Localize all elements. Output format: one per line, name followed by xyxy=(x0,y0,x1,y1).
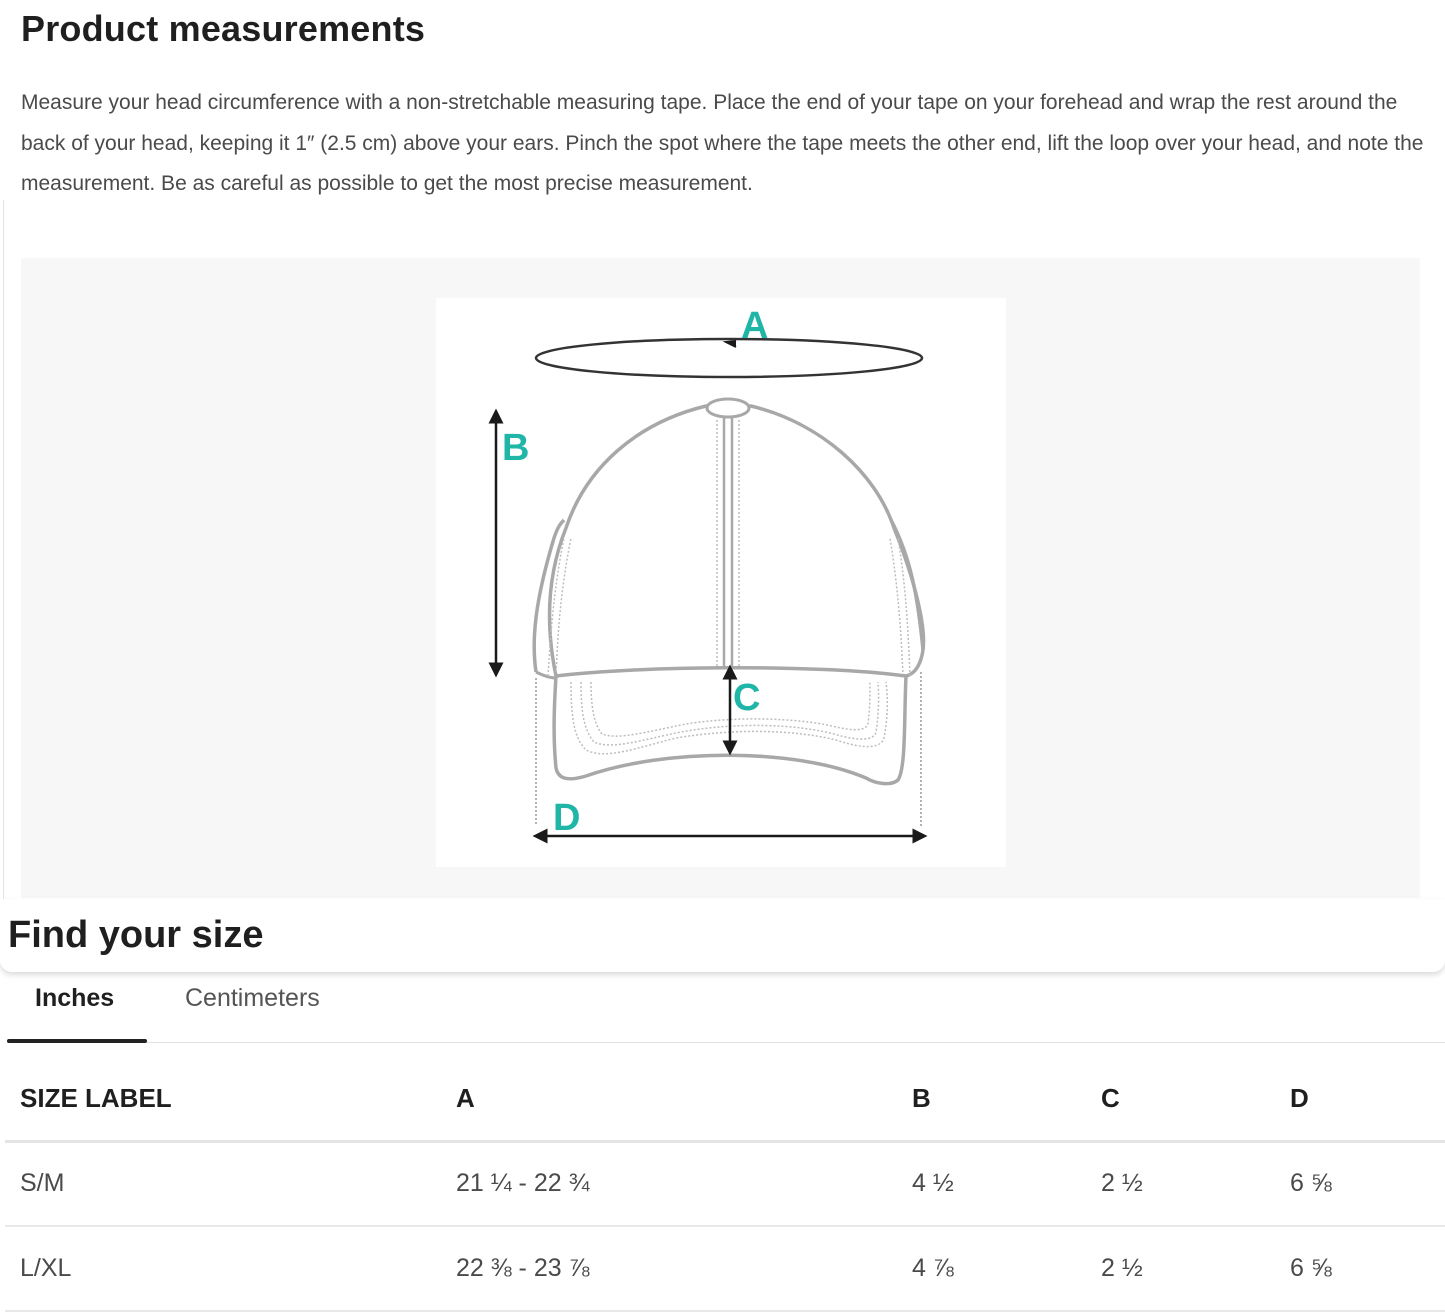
cell-a: 21 ¼ - 22 ¾ xyxy=(456,1169,590,1198)
cell-d: 6 ⅝ xyxy=(1290,1254,1332,1282)
cell-size-label: L/XL xyxy=(20,1254,72,1282)
column-header-b: B xyxy=(912,1082,931,1113)
table-row xyxy=(5,1226,1445,1311)
measure-a-circumference xyxy=(536,305,922,377)
cell-b: 4 ⅞ xyxy=(912,1254,954,1282)
diagram-panel xyxy=(21,258,1420,898)
measure-b-height xyxy=(496,416,529,670)
active-tab-indicator xyxy=(7,1039,147,1043)
cap-measurement-diagram xyxy=(436,298,1006,867)
table-header-row xyxy=(5,1057,1445,1141)
unit-tabs xyxy=(7,972,1445,1043)
find-size-heading: Find your size xyxy=(8,914,264,956)
cap-illustration xyxy=(436,298,1006,867)
label-c: C xyxy=(733,677,761,719)
cell-b: 4 ½ xyxy=(912,1169,954,1198)
section-title: Product measurements xyxy=(21,8,426,49)
tab-centimeters[interactable]: Centimeters xyxy=(185,984,320,1012)
measurement-instructions: Measure your head circumference with a non-stretchable measuring tape. Place the end of your tape on your forehead and wrap the rest around the back of your head, keeping it 1″ (2.5 cm) above your ears. Pinch the spot where the tape meets the other end, lift the loop over your head, and note the measurement. Be as careful as possible to get the most precise measurement. xyxy=(21,91,1424,195)
cell-c: 2 ½ xyxy=(1101,1169,1143,1198)
label-d: D xyxy=(553,797,581,839)
column-header-c: C xyxy=(1101,1082,1120,1113)
find-your-size-header xyxy=(0,899,1445,972)
column-header-a: A xyxy=(456,1082,475,1113)
tab-inches[interactable]: Inches xyxy=(35,984,115,1012)
cell-d: 6 ⅝ xyxy=(1290,1169,1332,1198)
divider xyxy=(3,200,4,900)
label-b: B xyxy=(502,427,530,469)
size-table xyxy=(5,1057,1445,1312)
column-header-d: D xyxy=(1290,1082,1309,1113)
column-header-size-label: SIZE LABEL xyxy=(20,1082,172,1113)
cell-size-label: S/M xyxy=(20,1169,65,1198)
cell-c: 2 ½ xyxy=(1101,1254,1143,1282)
table-row xyxy=(5,1141,1445,1226)
cap-crown-icon xyxy=(534,399,923,678)
label-a: A xyxy=(741,305,769,347)
cell-a: 22 ⅜ - 23 ⅞ xyxy=(456,1254,590,1282)
